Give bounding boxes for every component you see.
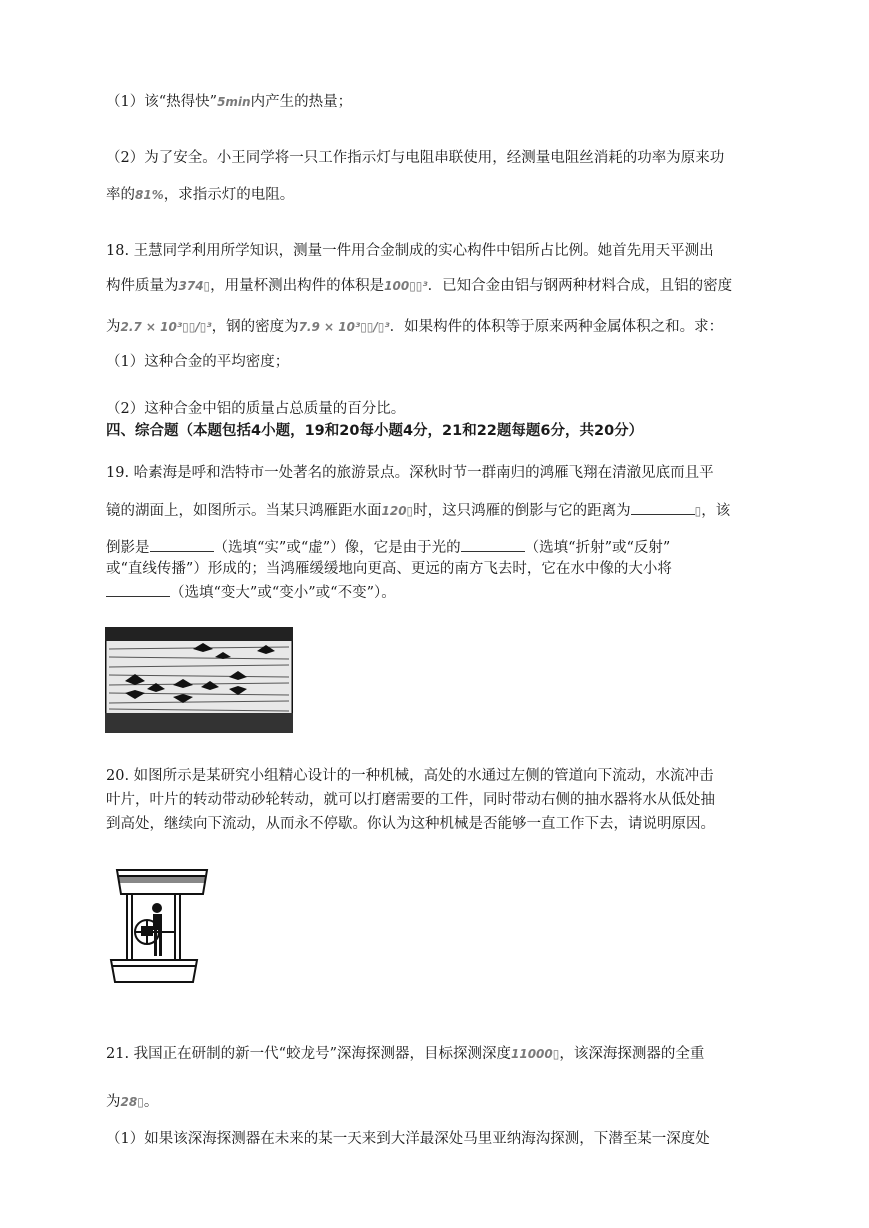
geese-lake-figure	[105, 627, 293, 733]
math-time: 5min	[217, 95, 251, 109]
text: ，钢的密度为	[211, 319, 299, 335]
text: ．已知合金由铝与钢两种材料合成，且铝的密度	[427, 278, 733, 294]
math-volume: 100▯▯³	[384, 279, 428, 293]
q19-line1: 19. 哈素海是呼和浩特市一处著名的旅游景点。深秋时节一群南归的鸿雁飞翔在清澈见底而且平	[106, 465, 714, 481]
text: 内产生的热量；	[250, 94, 353, 110]
q18-line1: 18. 王慧同学利用所学知识，测量一件用合金制成的实心构件中铝所占比例。她首先用天平测出	[106, 243, 714, 259]
q18-line3	[106, 317, 723, 337]
q18-line2	[106, 276, 732, 296]
text: ．如果构件的体积等于原来两种金属体积之和。求：	[389, 319, 724, 335]
section-heading: 四、综合题（本题包括4小题，19和20每小题4分，21和22题每题6分，共20分）	[106, 423, 644, 439]
text: ，求指示灯的电阻。	[163, 187, 295, 203]
math-al-density: 2.7 × 10³▯▯/▯³	[120, 320, 212, 334]
text: 时，这只鸿雁的倒影与它的距离为	[413, 503, 631, 519]
math-mass: 374▯	[178, 279, 211, 293]
math-unit: ▯	[694, 504, 702, 518]
text: 倒影是	[106, 540, 150, 556]
q17-part1	[106, 92, 352, 112]
text: ，该深海探测器的全重	[559, 1046, 705, 1062]
q21-line2	[106, 1092, 158, 1112]
text: 镜的湖面上，如图所示。当某只鸿雁距水面	[106, 503, 382, 519]
math-height: 120▯	[381, 504, 414, 518]
text: （选填“折射”或“反射”	[524, 540, 671, 556]
q17-part2-line1: （2）为了安全。小王同学将一只工作指示灯与电阻串联使用，经测量电阻丝消耗的功率为原来功	[106, 150, 725, 166]
text: 为	[106, 1094, 121, 1110]
q20-line1: 20. 如图所示是某研究小组精心设计的一种机械，高处的水通过左侧的管道向下流动，水流冲击	[106, 768, 714, 784]
text: 。	[143, 1094, 159, 1110]
math-percent: 81%	[135, 188, 164, 202]
perpetual-machine-figure	[105, 864, 217, 988]
math-steel-density: 7.9 × 10³▯▯/▯³	[298, 320, 390, 334]
q19-line3	[106, 537, 670, 558]
answer-blank[interactable]	[106, 582, 170, 597]
text: （1）该“热得快”	[106, 94, 218, 110]
text: （选填“变大”或“变小”或“不变”）。	[170, 585, 396, 601]
math-depth: 11000▯	[511, 1047, 560, 1061]
text: 21. 我国正在研制的新一代“蛟龙号”深海探测器，目标探测深度	[106, 1046, 511, 1062]
q18-sub2: （2）这种合金中铝的质量占总质量的百分比。	[106, 401, 406, 417]
answer-blank[interactable]	[631, 500, 695, 515]
q17-part2-line2	[106, 185, 294, 205]
text: 为	[106, 319, 121, 335]
q19-line5	[106, 582, 396, 603]
text: 率的	[106, 187, 135, 203]
q19-line4: 或“直线传播”）形成的；当鸿雁缓缓地向更高、更远的南方飞去时，它在水中像的大小将	[106, 561, 672, 577]
answer-blank[interactable]	[150, 537, 214, 552]
text: ，用量杯测出构件的体积是	[210, 278, 385, 294]
text: （选填“实”或“虚”）像，它是由于光的	[213, 540, 461, 556]
text: 构件质量为	[106, 278, 179, 294]
answer-blank[interactable]	[461, 537, 525, 552]
q20-line3: 到高处，继续向下流动，从而永不停歇。你认为这种机械是否能够一直工作下去，请说明原因。	[106, 816, 715, 832]
q19-line2	[106, 500, 730, 521]
q21-sub1: （1）如果该深海探测器在未来的某一天来到大洋最深处马里亚纳海沟探测，下潜至某一深度处	[106, 1131, 710, 1147]
text: ，该	[701, 503, 731, 519]
q18-sub1: （1）这种合金的平均密度；	[106, 354, 290, 370]
q21-line1	[106, 1044, 704, 1064]
math-weight: 28▯	[120, 1095, 144, 1109]
q20-line2: 叶片，叶片的转动带动砂轮转动，就可以打磨需要的工件，同时带动右侧的抽水器将水从低处抽	[106, 792, 715, 808]
